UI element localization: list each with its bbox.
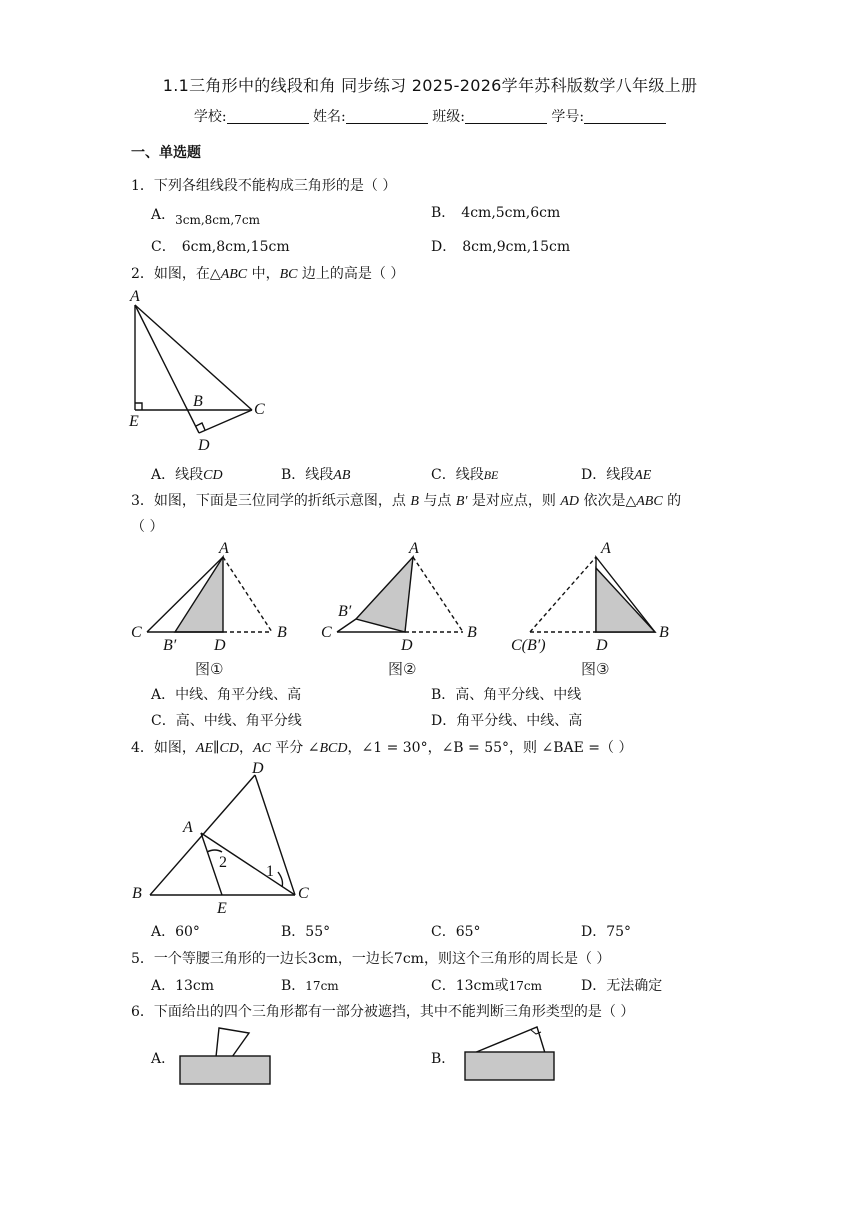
q2-d-seg: AE [634,468,652,483]
q4-label-e: E [217,900,227,917]
school-label: 学校: [193,109,227,125]
q1-c-text: 6cm,8cm,15cm [181,239,290,255]
q4-label-angle2: 2 [219,854,227,871]
q2-stem-abc: ABC [220,267,248,282]
q4-stem-mid3: ， [347,740,362,756]
q2-stem-bc: BC [279,267,298,282]
q4-option-c[interactable]: C．65° [431,924,481,940]
q4-option-b[interactable]: B．55° [281,924,331,940]
q3-stem-pre: 3．如图，下面是三位同学的折纸示意图，点 [131,493,411,509]
q3-fig3-label-b: B [659,624,669,641]
q2-label-e: E [129,413,139,430]
q1-d-label: D． [431,239,457,255]
q3-option-c[interactable]: C．高、中线、角平分线 [151,713,302,729]
q4-stem-angle1: ∠1 = 30° [361,740,428,756]
q4-label-c: C [298,885,309,902]
q2-label-a: A [130,288,140,305]
q4-stem-ae-cd: AE∥CD [195,741,239,756]
q3-fig1-label-a: A [219,540,229,557]
q5-option-d[interactable]: D．无法确定 [581,978,663,994]
q3-stem-abc: ABC [636,494,663,509]
q2-c-seg: BE [483,468,499,482]
q3-stem-paren: （ ） [131,519,164,535]
q3-fig2-label-b: B [467,624,477,641]
q3-fig1-label-c: C [131,624,142,641]
name-label: 姓名: [313,109,346,125]
q4-stem-mid4: ， [427,740,442,756]
q2-stem-post: 边上的高是（ ） [297,266,405,282]
q5-b-text: 17cm [305,979,339,993]
q2-stem-mid: 中， [247,266,280,282]
q3-fig2-label-b2: B′ [338,603,352,620]
q5-stem: 5．一个等腰三角形的一边长3cm，一边长7cm，则这个三角形的周长是（ ） [131,951,611,967]
q1-c-label: C． [151,239,176,255]
q3-stem-mid2: 是对应点，则 [467,493,561,509]
q4-stem-angleb: ∠B = 55° [441,740,510,756]
q4-stem-pre: 4．如图， [131,740,196,756]
page-title: 1.1三角形中的线段和角 同步练习 2025-2026学年苏科版数学八年级上册 [162,76,698,95]
q1-stem: 1．下列各组线段不能构成三角形的是（ ） [131,178,397,194]
q2-b-seg: AB [333,468,351,483]
q5-option-a[interactable]: A．13cm [151,978,215,994]
q3-fig3-label-a: A [601,540,611,557]
q4-label-d: D [252,760,264,777]
q4-stem-post: （ ） [600,740,633,756]
q2-d-label: D．线段 [581,467,635,483]
q3-fig1-caption: 图① [195,660,224,678]
q2-label-c: C [254,401,265,418]
q3-fig1-label-b2: B′ [163,637,177,654]
q3-stem-mid3: 依次是△ [579,493,637,509]
q4-stem-mid2: 平分 [270,740,308,756]
q2-label-b: B [193,393,203,410]
q1-a-text: 3cm,8cm,7cm [175,213,260,227]
q3-stem-mid1: 与点 [418,493,456,509]
number-label: 学号: [551,109,585,125]
q2-label-d: D [198,437,210,454]
q6-fig-a [180,1028,270,1084]
q4-label-a: A [183,819,193,836]
q1-b-label: B． [431,205,456,221]
class-label: 班级: [432,109,465,125]
q3-fig3-label-d: D [596,637,608,654]
q4-option-a[interactable]: A．60° [151,924,200,940]
q1-b-text: 4cm,5cm,6cm [461,205,561,221]
q2-a-seg: CD [203,468,223,483]
q3-option-a[interactable]: A．中线、角平分线、高 [151,687,302,703]
q1-a-label: A． [151,207,176,223]
q6-stem: 6．下面给出的四个三角形都有一部分被遮挡，其中不能判断三角形类型的是（ ） [131,1004,635,1020]
q3-fig2-caption: 图② [388,660,417,678]
q6-option-b[interactable]: B． [431,1051,456,1067]
q4-stem-bae: ∠BAE = [541,740,601,756]
q4-label-angle1: 1 [266,863,274,880]
q6-fig-b [465,1027,554,1080]
q5-b-label: B． [281,978,306,994]
q3-stem-b: B [410,494,419,509]
q4-stem-ac: AC [252,741,271,756]
q3-fig3-label-cb: C(B′) [511,637,546,654]
q4-option-d[interactable]: D．75° [581,924,632,940]
q3-stem-ad: AD [560,494,580,509]
q3-fig2-label-d: D [401,637,413,654]
q2-stem-pre: 2．如图，在△ [131,266,221,282]
q1-d-text: 8cm,9cm,15cm [462,239,571,255]
q4-stem-bcd: ∠BCD [307,741,348,756]
q3-fig2-label-a: A [409,540,419,557]
q3-fig2-label-c: C [321,624,332,641]
q3-stem-b2: B′ [455,494,468,509]
q3-stem-post: 的 [662,493,682,509]
q3-option-b[interactable]: B．高、角平分线、中线 [431,687,582,703]
q5-c-label: C．13cm或 [431,978,509,994]
q4-stem-mid5: ，则 [509,740,542,756]
q4-stem-mid1: ， [238,740,253,756]
q3-fig1-label-b: B [277,624,287,641]
q4-label-b: B [132,885,142,902]
q2-c-label: C．线段 [431,467,484,483]
section-heading: 一、单选题 [131,145,201,161]
q5-c-text: 17cm [508,979,543,993]
q2-b-label: B．线段 [281,467,334,483]
q6-option-a[interactable]: A． [151,1051,176,1067]
q2-a-label: A．线段 [151,467,204,483]
q3-option-d[interactable]: D．角平分线、中线、高 [431,713,583,729]
q3-fig3-caption: 图③ [581,660,610,678]
q3-fig1-label-d: D [214,637,226,654]
